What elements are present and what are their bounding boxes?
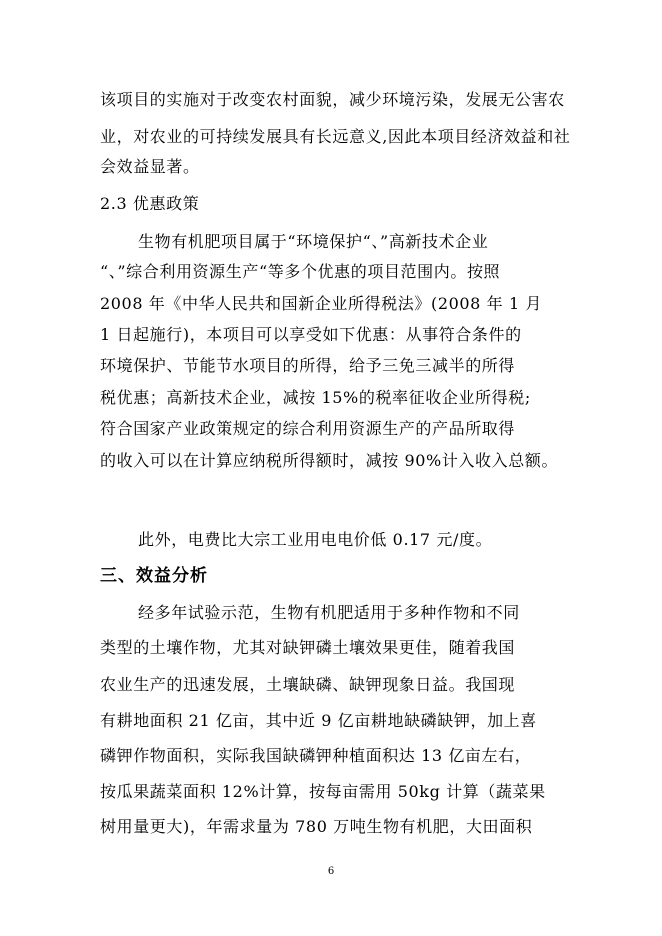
text-line: 树用量更大)，年需求量为 780 万吨生物有机肥，大田面积	[100, 817, 533, 836]
text-line: 类型的土壤作物，尤其对缺钾磷土壤效果更佳，随着我国	[100, 638, 516, 657]
text-line: 业，对农业的可持续发展具有长远意义,因此本项目经济效益和社	[100, 127, 571, 146]
text-line: 经多年试验示范，生物有机肥适用于多种作物和不同	[138, 603, 520, 622]
text-line: 此外，电费比大宗工业用电电价低 0.17 元/度。	[138, 530, 493, 549]
text-line: 农业生产的迅速发展，土壤缺磷、缺钾现象日益。我国现	[100, 675, 516, 694]
text-line: 有耕地面积 21 亿亩，其中近 9 亿亩耕地缺磷缺钾，加上喜	[100, 711, 537, 730]
text-line: 环境保护、节能节水项目的所得，给予三免三减半的所得	[100, 356, 516, 375]
text-line: 2008 年《中华人民共和国新企业所得税法》(2008 年 1 月	[100, 294, 543, 313]
section-heading-2-3: 2.3 优惠政策	[100, 194, 200, 213]
text-line: 的收入可以在计算应纳税所得额时，减按 90%计入收入总额。	[100, 451, 559, 470]
text-line: 磷钾作物面积，实际我国缺磷钾种植面积达 13 亿亩左右，	[100, 746, 532, 765]
text-line: 会效益显著。	[100, 157, 200, 176]
text-line: 该项目的实施对于改变农村面貌，减少环境污染，发展无公害农	[100, 90, 565, 109]
text-line: 1 日起施行)，本项目可以享受如下优惠：从事符合条件的	[100, 325, 522, 344]
text-line: 按瓜果蔬菜面积 12%计算，按每亩需用 50kg 计算（蔬菜果	[100, 782, 546, 801]
text-line: 税优惠；高新技术企业，减按 15%的税率征收企业所得税;	[100, 388, 531, 407]
text-line: 生物有机肥项目属于“环境保护“、”高新技术企业	[138, 232, 489, 251]
section-heading-benefit-analysis: 三、效益分析	[100, 566, 208, 586]
page-number: 6	[327, 866, 335, 877]
text-line: “、”综合利用资源生产“等多个优惠的项目范围内。按照	[100, 262, 501, 281]
text-line: 符合国家产业政策规定的综合利用资源生产的产品所取得	[100, 419, 516, 438]
